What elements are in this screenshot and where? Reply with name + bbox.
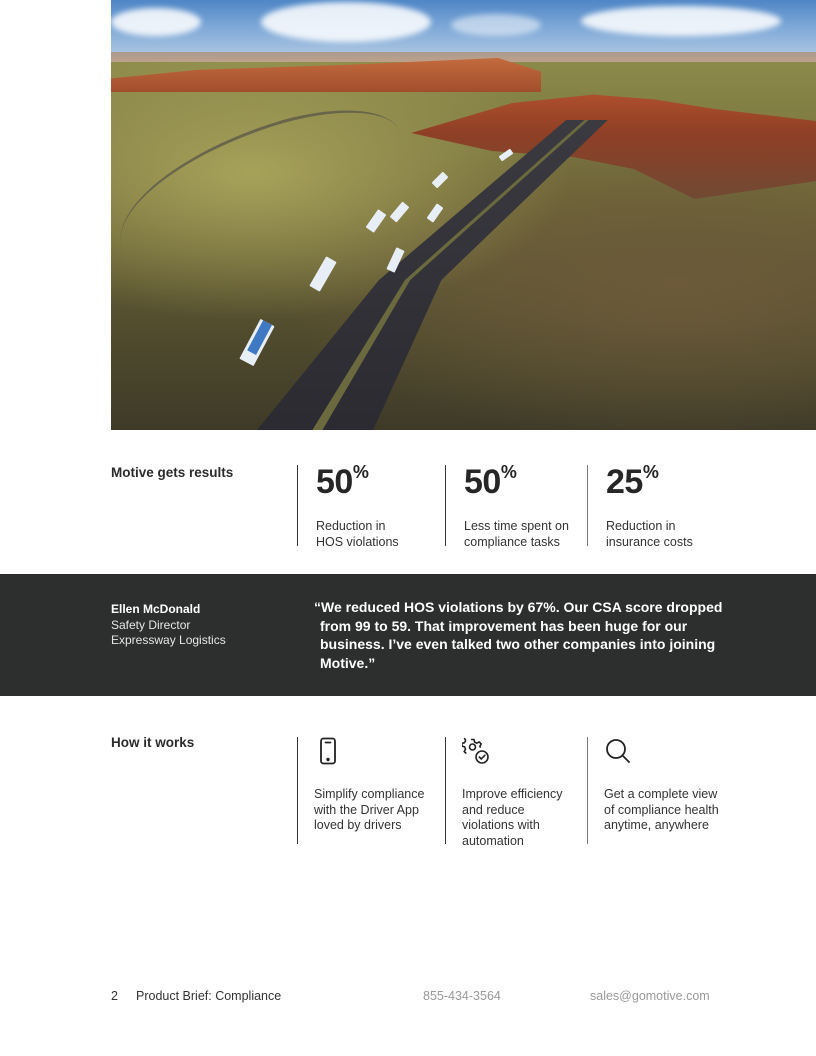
stat-description: Reduction in insurance costs (606, 519, 693, 549)
phone-number[interactable]: 855-434-3564 (423, 989, 501, 1003)
stat-value: 50% (464, 462, 517, 501)
testimonial-band (0, 574, 816, 696)
cloud (111, 8, 201, 36)
gear-check-icon (462, 737, 490, 765)
how-it-works-heading: How it works (111, 735, 195, 750)
feature-visibility (587, 737, 737, 844)
smartphone-icon (314, 737, 342, 765)
stat-insurance-costs (587, 462, 693, 549)
feature-description: Simplify compliance with the Driver App loved by drivers (314, 787, 425, 832)
stat-value: 50% (316, 462, 369, 501)
cloud (451, 14, 541, 36)
cloud (261, 2, 431, 42)
feature-description: Get a complete view of compliance health anytime, anywhere (604, 787, 719, 832)
results-heading: Motive gets results (111, 465, 234, 480)
stat-description: Less time spent on compliance tasks (464, 519, 569, 549)
document-title: Product Brief: Compliance (136, 989, 282, 1003)
feature-description: Improve efficiency and reduce violations with automation (462, 787, 563, 848)
search-icon (604, 737, 632, 765)
page-number: 2 (111, 989, 118, 1003)
person-role: Safety Director (111, 617, 191, 632)
person-company: Expressway Logistics (111, 633, 226, 647)
stat-compliance-time (445, 462, 569, 549)
stat-hos-violations (297, 462, 399, 549)
stat-value: 25% (606, 462, 659, 501)
hero-photo (111, 0, 816, 430)
cloud (581, 6, 781, 36)
email-link[interactable]: sales@gomotive.com (590, 989, 710, 1003)
testimonial-quote: “We reduced HOS violations by 67%. Our CSA score dropped from 99 to 59. That improvement has been huge for our business. I’ve even talked two other companies into joining Motive.” (314, 599, 723, 671)
person-name: Ellen McDonald (111, 602, 201, 616)
stat-description: Reduction in HOS violations (316, 519, 399, 549)
feature-driver-app (297, 737, 445, 844)
feature-automation (445, 737, 587, 848)
testimonial-attribution (111, 602, 226, 649)
